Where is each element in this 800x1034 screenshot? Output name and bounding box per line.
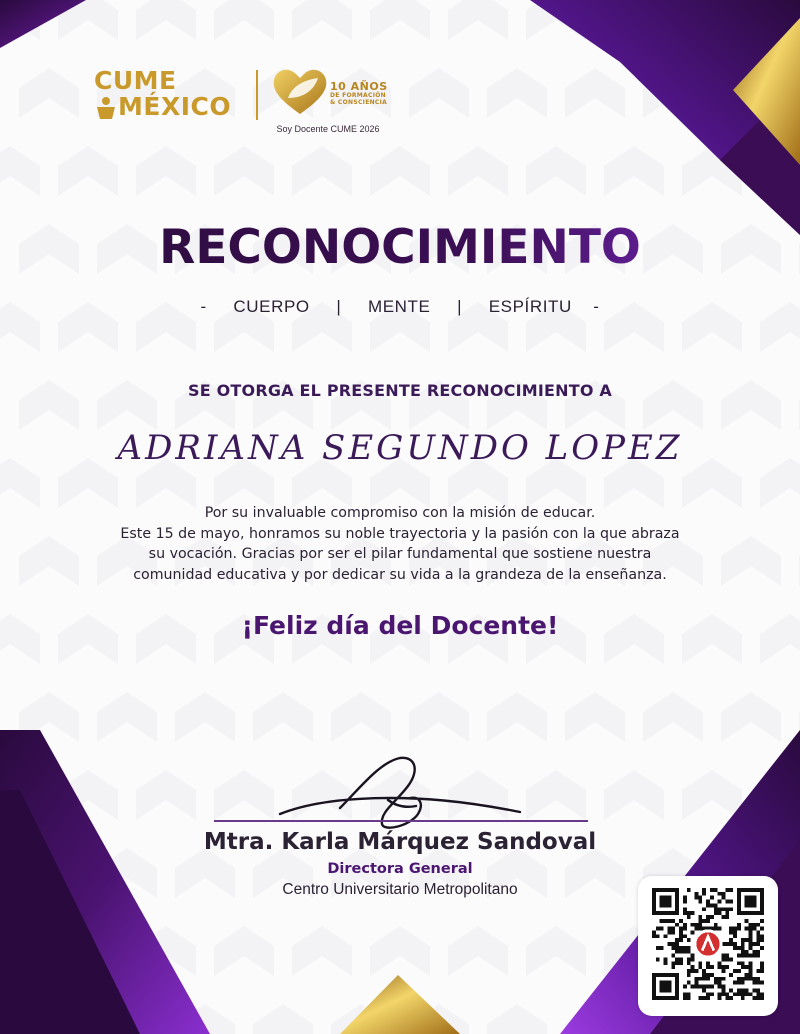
logo-text-cume: CUME bbox=[94, 66, 177, 95]
greeting-heading: ¡Feliz día del Docente! bbox=[241, 611, 559, 640]
logo-caption: Soy Docente CUME 2026 bbox=[276, 124, 380, 134]
body-line: su vocación. Gracias por ser el pilar fundamental que sostiene nuestra bbox=[148, 546, 652, 562]
logo-anos-line1: DE FORMACIÓN bbox=[330, 92, 386, 99]
logo-anos-line2: & CONSCIENCIA bbox=[330, 99, 388, 106]
logo-anos-number: 10 AÑOS bbox=[330, 80, 388, 93]
decor-bottom-gold bbox=[340, 975, 460, 1034]
body-paragraph bbox=[60, 503, 740, 585]
qr-code-icon[interactable] bbox=[652, 888, 764, 1000]
signer-name: Mtra. Karla Márquez Sandoval bbox=[203, 829, 597, 855]
signer-organization: Centro Universitario Metropolitano bbox=[282, 881, 518, 898]
logo-text-mexico: MÉXICO bbox=[118, 92, 232, 121]
signature-line bbox=[214, 820, 588, 822]
recipient-name: ADRIANA SEGUNDO LOPEZ bbox=[117, 428, 683, 468]
logo-anniversary bbox=[330, 82, 388, 106]
logo-divider bbox=[256, 70, 258, 120]
heart-leaf-icon bbox=[270, 64, 330, 118]
decor-top-left-purple bbox=[0, 0, 86, 48]
person-icon bbox=[96, 96, 116, 120]
subtitle-values: - CUERPO | MENTE | ESPÍRITU - bbox=[200, 297, 600, 316]
page-title: RECONOCIMIENTO bbox=[0, 220, 800, 275]
body-line: Este 15 de mayo, honramos su noble trayectoria y la pasión con la que abraza bbox=[120, 525, 680, 542]
body-line: Por su invaluable compromiso con la misión de educar. bbox=[204, 505, 596, 521]
body-line: comunidad educativa y por dedicar su vida a la grandeza de la enseñanza. bbox=[133, 566, 667, 583]
grant-statement: SE OTORGA EL PRESENTE RECONOCIMIENTO A bbox=[187, 381, 613, 400]
signer-role: Directora General bbox=[327, 861, 473, 877]
